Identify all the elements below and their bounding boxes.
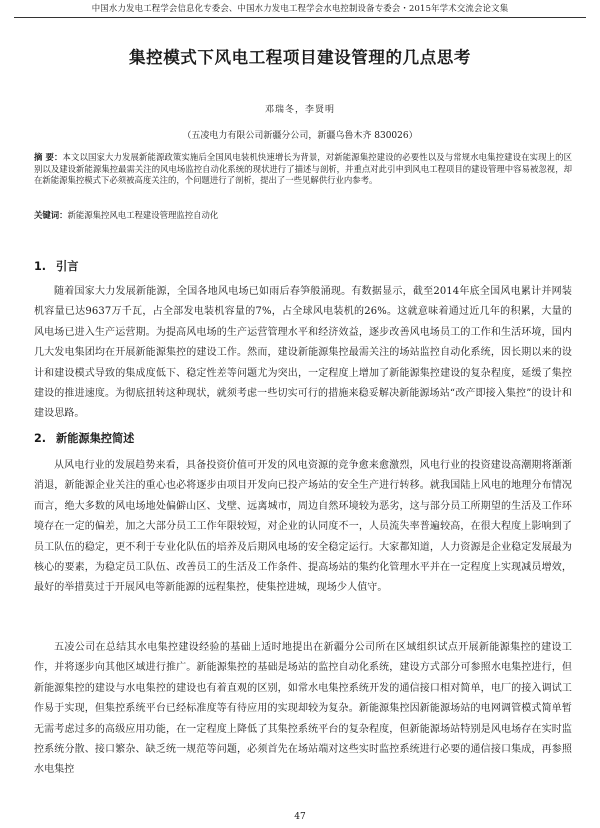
section-heading-overview [34, 430, 134, 446]
paragraph: 随着国家大力发展新能源，全国各地风电场已如雨后春笋般涌现。有数据显示，截至2014年底全国风电累计并网装机容量已达9637万千瓦，占全部发电装机容量的7%，占全球风电装机的26%。这就意味着通过近几年的积累，大量的风电场已进入生产运营期。为提高风电场的生产运营管理水平和经济效益，逐步改善风电场员工的工作和生活环境，国内几大发电集团均在开展新能源集控的建设工作。然而，建设新能源集控最需关注的场站监控自动化系统，因长期以来的设计和建设模式导致的集成度低下、稳定性差等问题尤为突出，一定程度上增加了新能源集控建设的复杂程度，延缓了集控建设的推进速度。为彻底扭转这种现状，就须考虑一些切实可行的措施来稳妥解决新能源场站“改产即接入集控”的设计和建设思路。 [34, 286, 572, 420]
keywords-label: 关键词： [34, 210, 68, 220]
affiliation: （五凌电力有限公司新疆分公司，新疆乌鲁木齐 830026） [182, 131, 418, 141]
running-header: 中国水力发电工程学会信息化专委会、中国水力发电工程学会水电控制设备专委会・2015年学术交流会论文集 [14, 2, 586, 18]
paragraph: 从风电行业的发展趋势来看，具备投资价值可开发的风电资源的竞争愈来愈激烈，风电行业的投资建设高潮期将渐渐消退，新能源企业关注的重心也必将逐步由项目开发向已投产场站的安全生产进行转移。就我国陆上风电的地理分布情况而言，绝大多数的风电场地处偏僻山区、戈壁、远离城市，周边自然环境较为恶劣，这与部分员工所期望的生活及工作环境存在一定的偏差，加之大部分员工工作年限较短，对企业的认同度不一，人员流失率普遍较高，在很大程度上影响到了员工队伍的稳定，更不利于专业化队伍的培养及后期风电场的安全稳定运行。大家都知道，人力资源是企业稳定发展最为核心的要素，为稳定员工队伍、改善员工的生活及工作条件、提高场站的集约化管理水平并在一定程度上实现减员增效，最好的举措莫过于开展风电等新能源的远程集控，使集控进城，现场少人值守。 [34, 460, 572, 594]
paragraph: 五凌公司在总结其水电集控建设经验的基础上适时地提出在新疆分公司所在区域组织试点开展新能源集控的建设工作，并将逐步向其他区域进行推广。新能源集控的基础是场站的监控自动化系统，建设方式部分可参照水电集控进行，但新能源集控的建设与水电集控的建设也有着直观的区别，如常水电集控系统开发的通信接口相对简单，电厂的接入调试工作易于实现，但集控系统平台已经标准度等有待应用的实现却较为复杂。新能源集控因新能源场站的电网调管模式简单暂无需考虑过多的高级应用功能，在一定程度上降低了其集控系统平台的复杂程度，但新能源场站特别是风电场存在实时监控系统分散、接口繁杂、缺乏统一规范等问题，必须首先在场站端对这些实时监控系统进行必要的通信接口集成，再参照水电集控 [34, 642, 572, 776]
keywords-text: 新能源集控风电工程建设管理监控自动化 [67, 210, 219, 220]
authors: 邓瑞冬，李贤明 [264, 105, 335, 115]
abstract-text: 本文以国家大力发展新能源政策实施后全国风电装机快速增长为背景，对新能源集控建设的必要性以及与常规水电集控建设在实现上的区别以及建设新能源集控最需关注的风电场监控自动化系统的现状进行了描述与剖析，并重点对此引申到风电工程项目的建设管理中容易被忽视，却在新能源集控模式下必须被高度关注的，个问题进行了剖析，提出了一些见解供行业内参考。 [34, 152, 572, 186]
section-number: 2. [34, 432, 47, 445]
abstract [34, 152, 572, 187]
section-heading-introduction [34, 258, 78, 274]
abstract-label: 摘 要： [34, 152, 63, 162]
page-number: 47 [294, 812, 306, 822]
paper-title: 集控模式下风电工程项目建设管理的几点思考 [129, 48, 471, 67]
section-number: 1. [34, 260, 47, 273]
section-title: 新能源集控简述 [56, 432, 135, 445]
keywords [34, 210, 572, 222]
section-title: 引言 [56, 260, 79, 273]
